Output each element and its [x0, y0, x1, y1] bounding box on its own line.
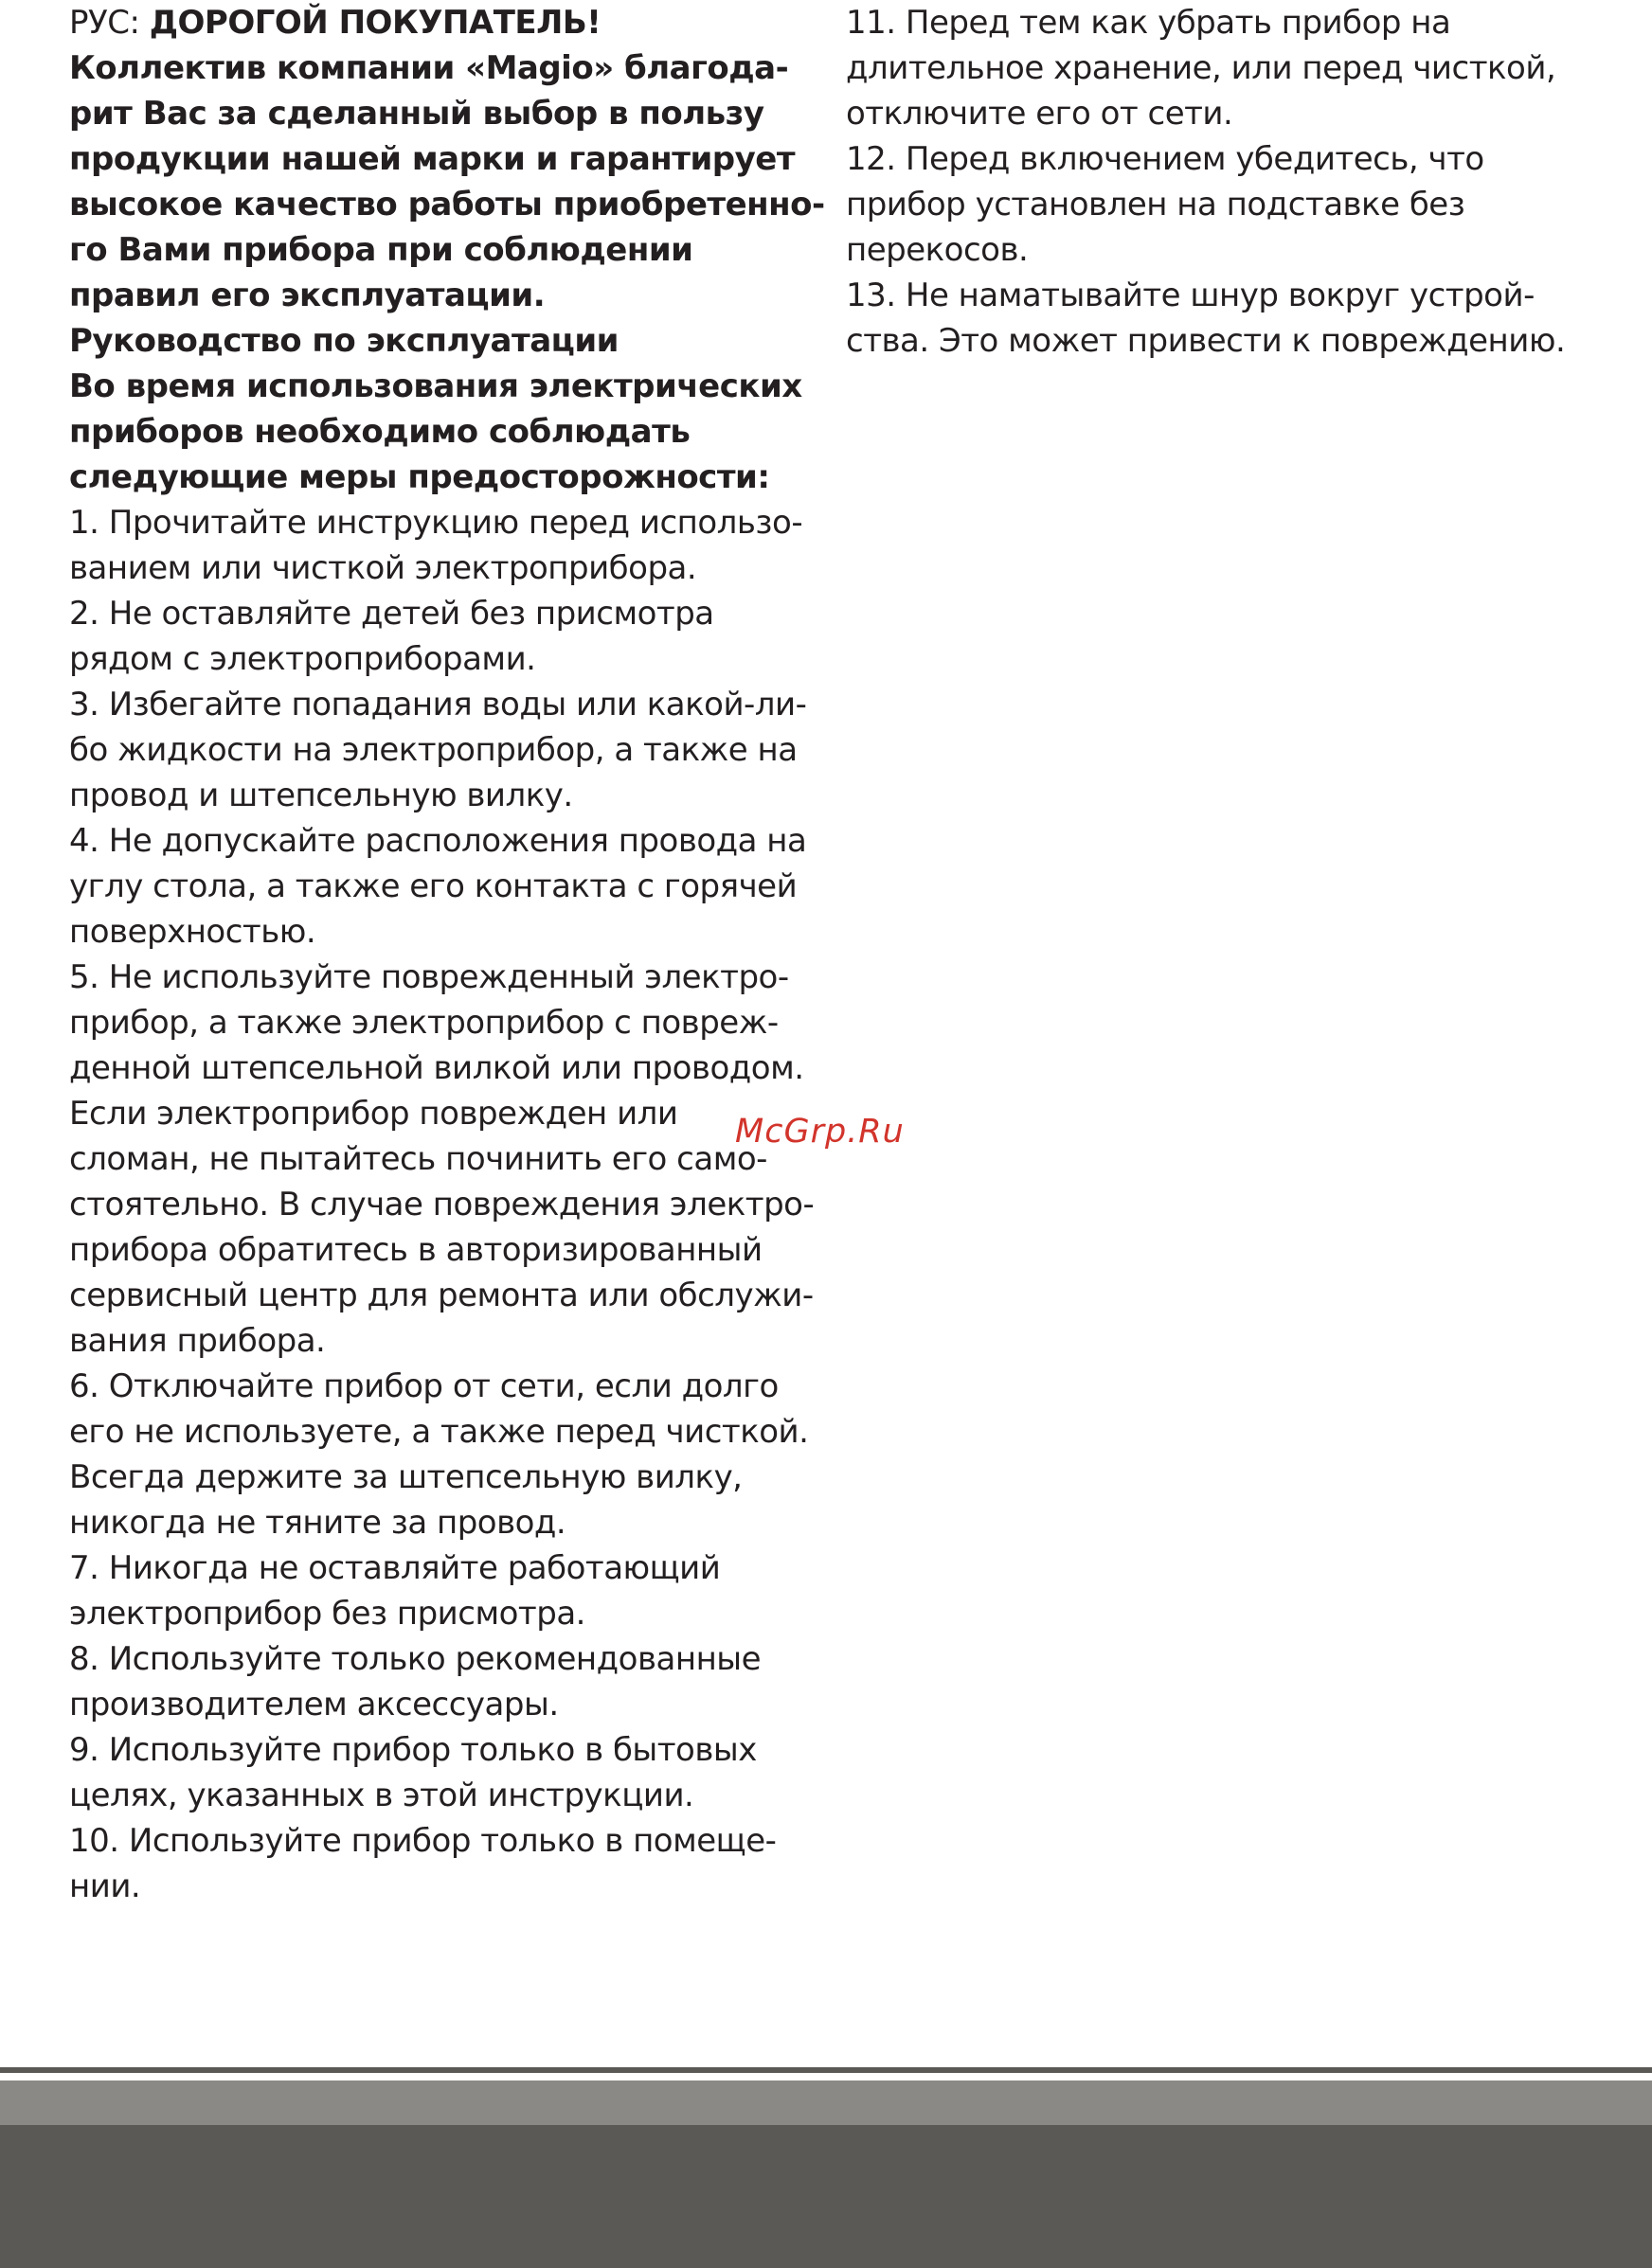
text-line: 5. Не используйте поврежденный электро-	[69, 958, 789, 996]
text-line: углу стола, а также его контакта с горячей	[69, 867, 798, 905]
text-line: электроприбор без присмотра.	[69, 1595, 585, 1633]
right-text-body	[846, 0, 1594, 364]
text-line: 7. Никогда не оставляйте работающий	[69, 1549, 721, 1587]
text-line: ства. Это может привести к повреждению.	[846, 322, 1566, 360]
text-line: Если электроприбор поврежден или	[69, 1095, 678, 1133]
left-column	[69, 0, 827, 1909]
text-line: продукции нашей марки и гарантирует	[69, 140, 796, 178]
language-prefix: РУС:	[69, 4, 150, 42]
text-line: правил его эксплуатации.	[69, 277, 546, 314]
text-line: 2. Не оставляйте детей без присмотра	[69, 595, 714, 633]
text-line: производителем аксессуары.	[69, 1686, 559, 1723]
text-line: Руководство по эксплуатации	[69, 322, 619, 360]
greeting-heading: ДОРОГОЙ ПОКУПАТЕЛЬ!	[149, 4, 602, 42]
text-line: 3. Избегайте попадания воды или какой-ли-	[69, 686, 807, 723]
text-line: Коллектив компании «Magio» благода-	[69, 49, 789, 87]
text-line: прибор установлен на подставке без	[846, 186, 1465, 223]
text-line: 6. Отключайте прибор от сети, если долго	[69, 1367, 779, 1405]
header-line	[69, 0, 827, 45]
text-line: 9. Используйте прибор только в бытовых	[69, 1731, 757, 1769]
footer-divider	[0, 2067, 1652, 2073]
text-line: ванием или чисткой электроприбора.	[69, 549, 697, 587]
text-line: прибора обратитесь в авторизированный	[69, 1231, 763, 1269]
text-line: вания прибора.	[69, 1322, 326, 1360]
text-line: 4. Не допускайте расположения провода на	[69, 822, 807, 860]
text-line: нии.	[69, 1867, 141, 1905]
text-line: целях, указанных в этой инструкции.	[69, 1777, 694, 1814]
text-line: отключите его от сети.	[846, 95, 1233, 133]
text-line: рит Вас за сделанный выбор в пользу	[69, 95, 764, 133]
text-line: его не используете, а также перед чисткой.	[69, 1413, 809, 1451]
text-line: сломан, не пытайтесь починить его само-	[69, 1140, 767, 1178]
text-line: следующие меры предосторожности:	[69, 458, 770, 496]
text-line: рядом с электроприборами.	[69, 640, 536, 678]
text-line: 13. Не наматывайте шнур вокруг устрой-	[846, 277, 1535, 314]
text-line: никогда не тяните за провод.	[69, 1504, 566, 1542]
footer-band-light	[0, 2080, 1652, 2125]
text-line: 8. Используйте только рекомендованные	[69, 1640, 762, 1678]
text-line: стоятельно. В случае повреждения электро-	[69, 1186, 815, 1223]
text-line: 1. Прочитайте инструкцию перед использо-	[69, 504, 803, 542]
text-line: сервисный центр для ремонта или обслужи-	[69, 1277, 814, 1314]
text-line: приборов необходимо соблюдать	[69, 413, 691, 451]
text-line: высокое качество работы приобретенно-	[69, 186, 825, 223]
text-line: длительное хранение, или перед чисткой,	[846, 49, 1556, 87]
text-line: 11. Перед тем как убрать прибор на	[846, 4, 1451, 42]
text-line: бо жидкости на электроприбор, а также на	[69, 731, 798, 769]
text-line: провод и штепсельную вилку.	[69, 777, 573, 814]
text-line: Во время использования электрических	[69, 367, 802, 405]
text-line: 12. Перед включением убедитесь, что	[846, 140, 1484, 178]
footer-band-dark	[0, 2125, 1652, 2268]
text-line: 10. Используйте прибор только в помеще-	[69, 1822, 777, 1860]
text-line: перекосов.	[846, 231, 1029, 269]
text-line: го Вами прибора при соблюдении	[69, 231, 693, 269]
text-line: поверхностью.	[69, 913, 316, 951]
text-line: Всегда держите за штепсельную вилку,	[69, 1458, 743, 1496]
text-line: прибор, а также электроприбор с повреж-	[69, 1004, 779, 1042]
watermark: McGrp.Ru	[735, 1113, 905, 1151]
left-text-body	[69, 45, 827, 1909]
text-line: денной штепсельной вилкой или проводом.	[69, 1049, 804, 1087]
right-column	[846, 0, 1594, 364]
